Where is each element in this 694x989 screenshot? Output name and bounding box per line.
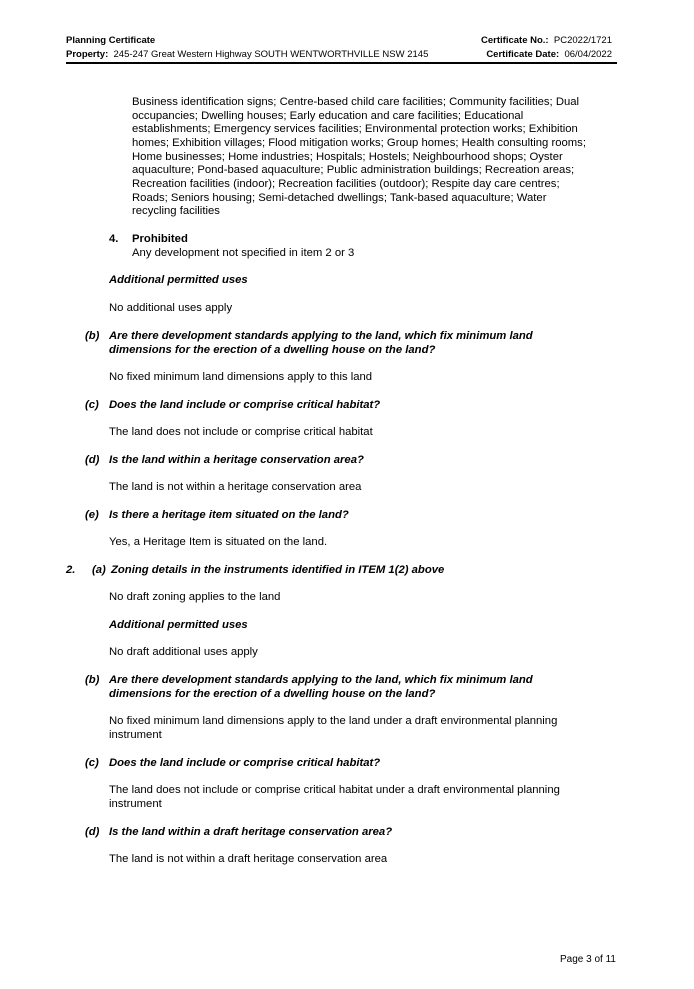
section-2-a-answer: No draft zoning applies to the land: [109, 591, 281, 603]
question-c-label: (c): [85, 399, 99, 411]
certificate-date-label: Certificate Date:: [486, 49, 560, 60]
draft-additional-permitted-uses-heading: Additional permitted uses: [109, 619, 248, 631]
uses-line: recycling facilities: [132, 205, 220, 217]
section-2-b-answer-line1: No fixed minimum land dimensions apply to the land under a draft environmental planning: [109, 715, 558, 727]
uses-line: Home businesses; Home industries; Hospitals; Hostels; Neighbourhood shops; Oyster: [132, 151, 563, 163]
draft-additional-permitted-uses-answer: No draft additional uses apply: [109, 646, 258, 658]
question-e-label: (e): [85, 509, 99, 521]
certificate-date-value: 06/04/2022: [564, 49, 612, 60]
question-b-label: (b): [85, 330, 100, 342]
header-title: Planning Certificate: [66, 35, 156, 46]
question-b-line2: dimensions for the erection of a dwelling house on the land?: [109, 344, 436, 356]
section-2-b-answer-line2: instrument: [109, 729, 162, 741]
section-2-number: 2.: [66, 564, 76, 576]
section-2-b-line1: Are there development standards applying to the land, which fix minimum land: [109, 674, 533, 686]
header-property: [66, 48, 428, 61]
certificate-number-label: Certificate No.:: [481, 35, 549, 46]
question-d-answer: The land is not within a heritage conservation area: [109, 481, 362, 493]
prohibited-text: Any development not specified in item 2 or 3: [132, 247, 355, 259]
certificate-number-value: PC2022/1721: [553, 35, 612, 46]
section-2-c-label: (c): [85, 757, 99, 769]
section-2-d-label: (d): [85, 826, 100, 838]
section-2-b-line2: dimensions for the erection of a dwelling house on the land?: [109, 688, 436, 700]
uses-line: Roads; Seniors housing; Semi-detached dwellings; Tank-based aquaculture; Water: [132, 192, 547, 204]
question-c-answer: The land does not include or comprise critical habitat: [109, 426, 373, 438]
question-e-answer: Yes, a Heritage Item is situated on the land.: [109, 536, 328, 548]
question-d: Is the land within a heritage conservation area?: [109, 454, 364, 466]
uses-line: Recreation facilities (indoor); Recreation facilities (outdoor); Respite day care centres;: [132, 178, 560, 190]
prohibited-heading: Prohibited: [132, 233, 188, 245]
additional-permitted-uses-heading: Additional permitted uses: [109, 274, 248, 286]
property-label: Property:: [66, 49, 109, 60]
question-d-label: (d): [85, 454, 100, 466]
section-2-d-question: Is the land within a draft heritage conservation area?: [109, 826, 393, 838]
property-value: 245-247 Great Western Highway SOUTH WENTWORTHVILLE NSW 2145: [113, 49, 429, 60]
section-2-c-answer-line2: instrument: [109, 798, 162, 810]
question-c: Does the land include or comprise critical habitat?: [109, 399, 381, 411]
uses-line: establishments; Emergency services facilities; Environmental protection works; Exhibition: [132, 123, 578, 135]
section-2-c-answer-line1: The land does not include or comprise critical habitat under a draft environmental planning: [109, 784, 560, 796]
header-certificate-number: [481, 34, 612, 47]
uses-line: aquaculture; Pond-based aquaculture; Public administration buildings; Recreation areas;: [132, 164, 575, 176]
section-2-d-answer: The land is not within a draft heritage conservation area: [109, 853, 388, 865]
header-divider: [66, 62, 617, 64]
section-2-b-label: (b): [85, 674, 100, 686]
prohibited-number: 4.: [109, 233, 119, 245]
uses-line: homes; Exhibition villages; Flood mitigation works; Group homes; Health consulting rooms;: [132, 137, 586, 149]
uses-line: Business identification signs; Centre-based child care facilities; Community facilities; Dual: [132, 96, 580, 108]
question-e: Is there a heritage item situated on the land?: [109, 509, 349, 521]
page-number: Page 3 of 11: [560, 954, 616, 965]
section-2-c-question: Does the land include or comprise critical habitat?: [109, 757, 381, 769]
header-certificate-date: [486, 48, 612, 61]
uses-line: occupancies; Dwelling houses; Early education and care facilities; Educational: [132, 110, 524, 122]
question-b-line1: Are there development standards applying to the land, which fix minimum land: [109, 330, 533, 342]
section-2-a-question: Zoning details in the instruments identified in ITEM 1(2) above: [111, 564, 445, 576]
question-b-answer: No fixed minimum land dimensions apply to this land: [109, 371, 373, 383]
additional-permitted-uses-answer: No additional uses apply: [109, 302, 233, 314]
section-2-a-label: (a): [92, 564, 106, 576]
